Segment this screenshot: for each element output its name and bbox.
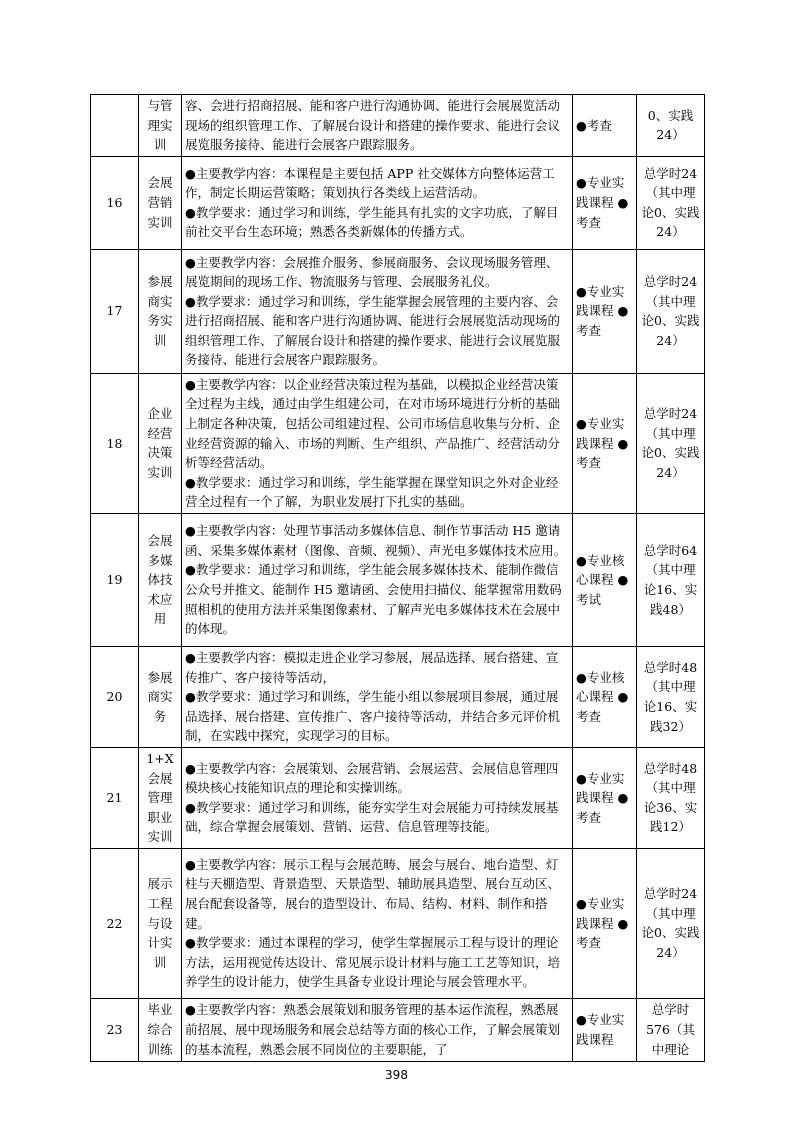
course-row: [91, 747, 705, 848]
course-number: 23: [91, 998, 139, 1061]
course-type: ●专业实践课程 ●考查: [573, 249, 637, 373]
requirement-paragraph: ●教学要求：通过学习和训练，学生能掌握会展管理的主要内容、会进行招商招展、能和客户进行沟通协调、能进行会展展览活动现场的组织管理工作、了解展台设计和搭建的操作要求、能进行会议展览服务接待、能进行会展客户跟踪服务。: [185, 293, 561, 368]
course-number: 20: [91, 646, 139, 747]
course-content: [182, 373, 573, 513]
course-row: [91, 249, 705, 373]
requirement-paragraph: ●教学要求：通过学习和训练，学生能会展多媒体技术、能制作微信公众号并推文、能制作 H5 邀请函、会使用扫描仪、能掌握常用数码照相机的使用方法并采集图像素材、了解声光电多媒体技术在会展中的体现。: [185, 562, 562, 637]
course-type: ●专业核心课程 ●考试: [573, 513, 637, 646]
requirement-paragraph: ●教学要求：通过学习和训练，学生能小组以参展项目参展，通过展品选择、展台搭建、宣传推广、客户接待等活动，并结合多元评价机制，在实践中探究，实现学习的目标。: [185, 689, 561, 744]
course-name: 1+X 会展管理职业实训: [139, 747, 182, 848]
course-number: 19: [91, 513, 139, 646]
requirement-paragraph: ●教学要求：通过本课程的学习，使学生掌握展示工程与设计的理论方法，运用视觉传达设计、常见展示设计材料与施工工艺等知识，培养学生的设计能力，使学生具备专业设计理论与展会管理水平。: [185, 935, 561, 990]
course-row: [91, 156, 705, 249]
course-hours: 总学时24（其中理论0、实践24）: [637, 373, 705, 513]
course-type: ●专业实践课程 ●考查: [573, 848, 637, 998]
content-paragraph: ●主要教学内容：处理节事活动多媒体信息、制作节事活动 H5 邀请函、采集多媒体素材（图像、音频、视频）、声光电多媒体技术应用。: [185, 523, 567, 558]
content-paragraph: ●主要教学内容：以企业经营决策过程为基础，以模拟企业经营决策全过程为主线，通过由学生组建公司，在对市场环境进行分析的基础上制定各种决策，包括公司组建过程、公司市场信息收集与分析、企业经营资源的输入、市场的判断、生产组织、产品推广、经营活动分析等经营活动。: [185, 376, 561, 471]
course-row: [91, 998, 705, 1061]
course-content: [182, 249, 573, 373]
course-row: [91, 646, 705, 747]
course-number: 18: [91, 373, 139, 513]
course-content: [182, 848, 573, 998]
course-hours: 总学时24（其中理论0、实践24）: [637, 156, 705, 249]
content-paragraph: ●主要教学内容：模拟走进企业学习参展，展品选择、展台搭建、宣传推广、客户接待等活动，: [185, 649, 559, 685]
course-number: 16: [91, 156, 139, 249]
course-number: [91, 95, 139, 157]
course-row: [91, 848, 705, 998]
course-name: 参展商实务实训: [139, 249, 182, 373]
course-row: [91, 95, 705, 157]
course-content: [182, 998, 573, 1061]
course-number: 17: [91, 249, 139, 373]
page-number: 398: [385, 1068, 408, 1082]
course-type: ●专业实践课程 ●考查: [573, 747, 637, 848]
content-paragraph: ●主要教学内容：熟悉会展策划和服务管理的基本运作流程，熟悉展前招展、展中现场服务和展会总结等方面的核心工作，了解会展策划的基本流程，熟悉会展不同岗位的主要职能，了: [185, 1002, 561, 1057]
course-content: [182, 747, 573, 848]
course-name: 会展多媒体技术应用: [139, 513, 182, 646]
course-row: [91, 513, 705, 646]
course-content: [182, 95, 573, 157]
course-number: 22: [91, 848, 139, 998]
course-hours: 总学时576（其中理论: [637, 998, 705, 1061]
course-type: ●专业实践课程 ●考查: [573, 373, 637, 513]
content-paragraph: ●主要教学内容：展示工程与会展范畴、展会与展台、地台造型、灯柱与天棚造型、背景造型、天景造型、辅助展具造型、展台互动区、展台配套设备等，展台的造型设计、布局、结构、材料、制作和搭建。: [185, 856, 561, 931]
content-paragraph: 容、会进行招商招展、能和客户进行沟通协调、能进行会展展览活动现场的组织管理工作、了解展台设计和搭建的操作要求、能进行会议展览服务接待、能进行会展客户跟踪服务。: [185, 98, 561, 153]
content-paragraph: ●主要教学内容：会展策划、会展营销、会展运营、会展信息管理四模块核心技能知识点的理论和实操训练。: [185, 760, 559, 796]
course-name: 参展商实务: [139, 646, 182, 747]
course-name: 展示工程与设计实训: [139, 848, 182, 998]
course-type: ●考查: [573, 95, 637, 157]
course-type: ●专业实践课程: [573, 998, 637, 1061]
course-name: 与管理实训: [139, 95, 182, 157]
course-hours: 总学时48（其中理论36、实践12）: [637, 747, 705, 848]
course-hours: 0、实践24）: [637, 95, 705, 157]
requirement-paragraph: ●教学要求：通过学习和训练，学生能掌握在课堂知识之外对企业经营全过程有一个了解，为职业发展打下扎实的基础。: [185, 474, 559, 510]
requirement-paragraph: ●教学要求：通过学习和训练，学生能具有扎实的文字功底，了解目前社交平台生态环境；熟悉各类新媒体的传播方式。: [185, 204, 559, 240]
content-paragraph: ●主要教学内容：会展推介服务、参展商服务、会议现场服务管理、展览期间的现场工作、物流服务与管理、会展服务礼仪。: [185, 254, 559, 290]
course-content: [182, 156, 573, 249]
course-name: 企业经营决策实训: [139, 373, 182, 513]
course-hours: 总学时48（其中理论16、实践32）: [637, 646, 705, 747]
course-content: [182, 646, 573, 747]
course-type: ●专业实践课程 ●考查: [573, 156, 637, 249]
course-hours: 总学时64（其中理论16、实践48）: [637, 513, 705, 646]
course-row: [91, 373, 705, 513]
course-number: 21: [91, 747, 139, 848]
course-name: 毕业综合训练: [139, 998, 182, 1061]
requirement-paragraph: ●教学要求：通过学习和训练，能夯实学生对会展能力可持续发展基础，综合掌握会展策划、营销、运营、信息管理等技能。: [185, 799, 559, 835]
course-content: [182, 513, 573, 646]
course-hours: 总学时24（其中理论0、实践24）: [637, 249, 705, 373]
course-name: 会展营销实训: [139, 156, 182, 249]
content-paragraph: ●主要教学内容：本课程是主要包括 APP 社交媒体方向整体运营工作，制定长期运营策略；策划执行各类线上运营活动。: [185, 165, 555, 201]
course-hours: 总学时24（其中理论0、实践24）: [637, 848, 705, 998]
course-table: [90, 94, 705, 1062]
course-type: ●专业核心课程 ●考查: [573, 646, 637, 747]
